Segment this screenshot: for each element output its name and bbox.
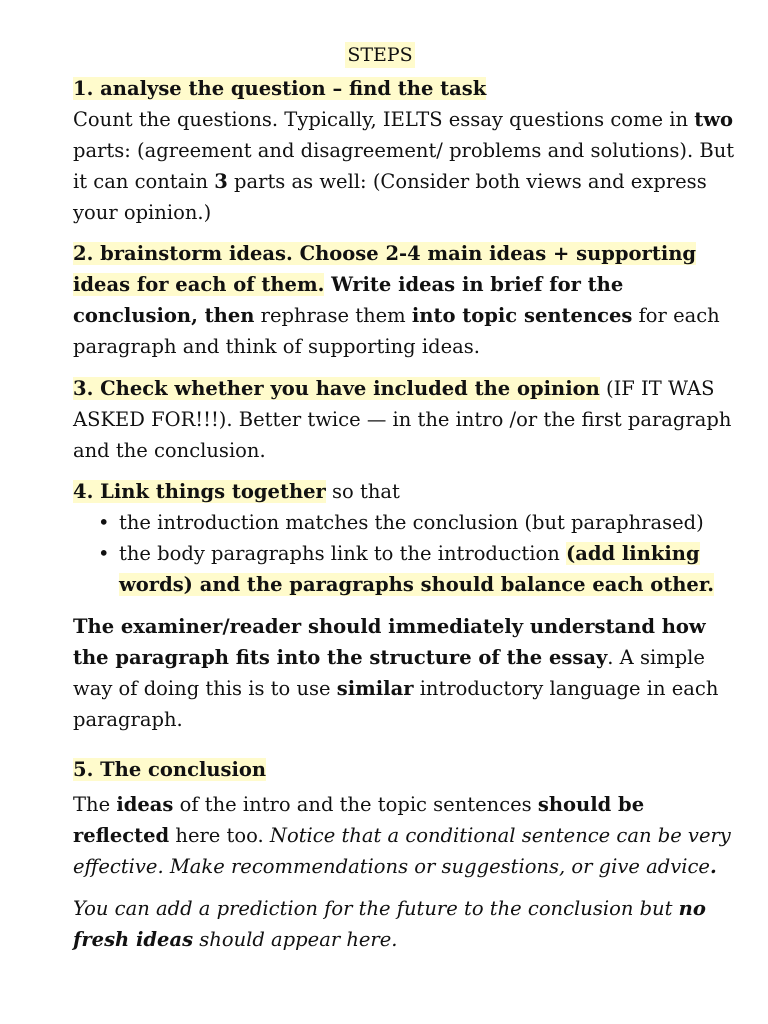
step-5-italic: Notice that a conditional sentence can be very bbox=[269, 824, 731, 847]
prediction-emphasis: no bbox=[678, 897, 706, 920]
step-2-emphasis: into topic sentences bbox=[411, 304, 633, 327]
step-3 bbox=[73, 373, 732, 466]
step-5-body bbox=[73, 789, 731, 882]
examiner-text: . A simple bbox=[607, 646, 705, 669]
step-1-text: it can contain bbox=[73, 170, 215, 193]
examiner-emphasis: The examiner/reader should immediately understand how bbox=[73, 615, 706, 638]
step-4-heading: 4. Link things together bbox=[73, 480, 326, 503]
step-2-text: rephrase them bbox=[254, 304, 412, 327]
step-2-text: for each bbox=[632, 304, 720, 327]
step-2-heading: ideas for each of them. bbox=[73, 273, 325, 296]
prediction-paragraph bbox=[73, 893, 713, 955]
step-4 bbox=[73, 476, 713, 507]
step-5-italic: effective. Make recommendations or suggestions, or give advice bbox=[73, 855, 710, 878]
step-1 bbox=[73, 73, 735, 228]
step-3-heading: 3. Check whether you have included the opinion bbox=[73, 377, 600, 400]
examiner-text: paragraph. bbox=[73, 708, 183, 731]
bullet-icon: • bbox=[98, 511, 110, 534]
step-1-text: your opinion.) bbox=[73, 201, 212, 224]
examiner-text: introductory language in each bbox=[413, 677, 719, 700]
step-5-text: here too. bbox=[169, 824, 270, 847]
examiner-emphasis: similar bbox=[336, 677, 414, 700]
list-item-emphasis: (add linking bbox=[565, 542, 700, 565]
prediction-emphasis: fresh ideas bbox=[73, 928, 194, 951]
step-2-text: paragraph and think of supporting ideas. bbox=[73, 335, 480, 358]
examiner-text: way of doing this is to use bbox=[73, 677, 337, 700]
step-2-heading: 2. brainstorm ideas. Choose 2-4 main ideas + supporting bbox=[73, 242, 697, 265]
step-5-text: of the intro and the topic sentences bbox=[173, 793, 538, 816]
step-3-text: (IF IT WAS bbox=[599, 377, 715, 400]
step-5-heading: 5. The conclusion bbox=[73, 758, 267, 781]
bullet-icon: • bbox=[98, 542, 110, 565]
prediction-italic: should appear here. bbox=[193, 928, 398, 951]
step-1-emphasis: two bbox=[694, 108, 734, 131]
list-item bbox=[98, 538, 715, 600]
title-text: STEPS bbox=[347, 44, 413, 66]
list-item bbox=[98, 507, 704, 538]
step-2-emphasis: Write ideas in brief for the bbox=[324, 273, 624, 296]
prediction-italic: You can add a prediction for the future to the conclusion but bbox=[73, 897, 679, 920]
step-1-text: parts as well: (Consider both views and express bbox=[227, 170, 707, 193]
step-2-emphasis: conclusion, then bbox=[73, 304, 255, 327]
list-item-text: the introduction matches the conclusion (but paraphrased) bbox=[119, 511, 704, 534]
step-5-emphasis: reflected bbox=[73, 824, 170, 847]
step-5-emphasis: ideas bbox=[116, 793, 174, 816]
examiner-paragraph bbox=[73, 611, 719, 735]
step-5 bbox=[73, 754, 713, 785]
step-5-emphasis: . bbox=[709, 855, 717, 878]
step-3-text: ASKED FOR!!!). Better twice — in the intro /or the first paragraph bbox=[73, 408, 732, 431]
list-item-emphasis: words) and the paragraphs should balance each other. bbox=[119, 573, 715, 596]
page-title bbox=[0, 44, 760, 66]
step-3-text: and the conclusion. bbox=[73, 439, 266, 462]
step-5-emphasis: should be bbox=[537, 793, 645, 816]
step-1-heading: 1. analyse the question – find the task bbox=[73, 77, 487, 100]
step-2 bbox=[73, 238, 720, 362]
step-1-text: Count the questions. Typically, IELTS essay questions come in bbox=[73, 108, 695, 131]
list-item-text: the body paragraphs link to the introduction bbox=[119, 542, 566, 565]
step-5-text: The bbox=[73, 793, 117, 816]
step-4-text: so that bbox=[325, 480, 400, 503]
step-1-text: parts: (agreement and disagreement/ problems and solutions). But bbox=[73, 139, 735, 162]
step-1-emphasis: 3 bbox=[214, 170, 228, 193]
examiner-emphasis: the paragraph fits into the structure of the essay bbox=[73, 646, 608, 669]
